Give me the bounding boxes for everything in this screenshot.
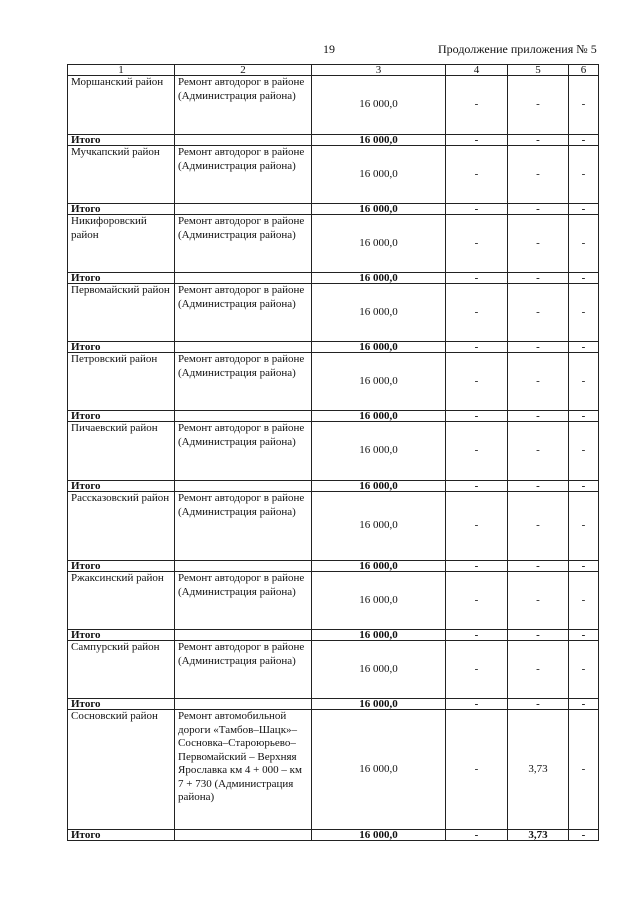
district-name: Сампурский район xyxy=(68,641,175,699)
col5-cell: - xyxy=(508,76,569,135)
total-col5: - xyxy=(508,204,569,215)
total-label: Итого xyxy=(68,699,175,710)
total-amount: 16 000,0 xyxy=(312,481,446,492)
district-name: Сосновский район xyxy=(68,710,175,830)
amount-cell: 16 000,0 xyxy=(312,422,446,481)
total-col6: - xyxy=(569,830,599,841)
col4-cell: - xyxy=(446,572,508,630)
total-col4: - xyxy=(446,630,508,641)
col5-cell: - xyxy=(508,422,569,481)
amount-cell: 16 000,0 xyxy=(312,215,446,273)
total-empty xyxy=(175,411,312,422)
total-amount: 16 000,0 xyxy=(312,135,446,146)
total-empty xyxy=(175,561,312,572)
total-row xyxy=(68,630,599,641)
total-row xyxy=(68,699,599,710)
column-header: 1 xyxy=(68,65,175,76)
col6-cell: - xyxy=(569,492,599,561)
total-amount: 16 000,0 xyxy=(312,273,446,284)
col6-cell: - xyxy=(569,146,599,204)
allocation-table xyxy=(67,64,599,841)
district-name: Мучкапский район xyxy=(68,146,175,204)
col4-cell: - xyxy=(446,353,508,411)
total-empty xyxy=(175,273,312,284)
total-col6: - xyxy=(569,273,599,284)
table-body xyxy=(68,65,599,841)
work-description: Ремонт автодорог в районе (Администрация района) xyxy=(175,215,312,273)
total-col5: - xyxy=(508,411,569,422)
total-row xyxy=(68,342,599,353)
total-row xyxy=(68,273,599,284)
work-description: Ремонт автомобильной дороги «Тамбов–Шацк»–Сосновка–Староюрьево–Первомайский – Верхняя Ярославка км 4 + 000 – км 7 + 730 (Администрация района) xyxy=(175,710,312,830)
total-amount: 16 000,0 xyxy=(312,342,446,353)
district-row xyxy=(68,76,599,135)
total-col6: - xyxy=(569,561,599,572)
total-label: Итого xyxy=(68,481,175,492)
work-description: Ремонт автодорог в районе (Администрация района) xyxy=(175,353,312,411)
amount-cell: 16 000,0 xyxy=(312,76,446,135)
amount-cell: 16 000,0 xyxy=(312,284,446,342)
col6-cell: - xyxy=(569,353,599,411)
total-col6: - xyxy=(569,481,599,492)
total-row xyxy=(68,204,599,215)
district-name: Ржаксинский район xyxy=(68,572,175,630)
total-label: Итого xyxy=(68,273,175,284)
total-row xyxy=(68,135,599,146)
col4-cell: - xyxy=(446,215,508,273)
total-label: Итого xyxy=(68,204,175,215)
total-col4: - xyxy=(446,699,508,710)
col6-cell: - xyxy=(569,572,599,630)
district-row xyxy=(68,572,599,630)
total-amount: 16 000,0 xyxy=(312,204,446,215)
total-empty xyxy=(175,342,312,353)
total-label: Итого xyxy=(68,630,175,641)
col5-cell: - xyxy=(508,572,569,630)
total-row xyxy=(68,411,599,422)
total-col5: 3,73 xyxy=(508,830,569,841)
district-name: Рассказовский район xyxy=(68,492,175,561)
total-col6: - xyxy=(569,699,599,710)
total-col4: - xyxy=(446,830,508,841)
col5-cell: 3,73 xyxy=(508,710,569,830)
total-empty xyxy=(175,699,312,710)
total-col6: - xyxy=(569,135,599,146)
total-col5: - xyxy=(508,561,569,572)
total-col4: - xyxy=(446,411,508,422)
col6-cell: - xyxy=(569,215,599,273)
column-header: 2 xyxy=(175,65,312,76)
total-col4: - xyxy=(446,273,508,284)
amount-cell: 16 000,0 xyxy=(312,492,446,561)
column-header: 3 xyxy=(312,65,446,76)
col4-cell: - xyxy=(446,492,508,561)
col4-cell: - xyxy=(446,641,508,699)
amount-cell: 16 000,0 xyxy=(312,710,446,830)
col5-cell: - xyxy=(508,284,569,342)
column-header: 6 xyxy=(569,65,599,76)
total-label: Итого xyxy=(68,411,175,422)
total-label: Итого xyxy=(68,135,175,146)
total-label: Итого xyxy=(68,561,175,572)
amount-cell: 16 000,0 xyxy=(312,146,446,204)
col6-cell: - xyxy=(569,284,599,342)
district-row xyxy=(68,710,599,830)
total-col4: - xyxy=(446,204,508,215)
total-col6: - xyxy=(569,411,599,422)
total-col5: - xyxy=(508,481,569,492)
amount-cell: 16 000,0 xyxy=(312,572,446,630)
total-amount: 16 000,0 xyxy=(312,699,446,710)
amount-cell: 16 000,0 xyxy=(312,353,446,411)
col5-cell: - xyxy=(508,492,569,561)
district-name: Первомайский район xyxy=(68,284,175,342)
district-row xyxy=(68,146,599,204)
work-description: Ремонт автодорог в районе (Администрация района) xyxy=(175,76,312,135)
total-row xyxy=(68,830,599,841)
continuation-title: Продолжение приложения № 5 xyxy=(438,42,597,56)
total-col5: - xyxy=(508,630,569,641)
col4-cell: - xyxy=(446,284,508,342)
total-amount: 16 000,0 xyxy=(312,630,446,641)
col5-cell: - xyxy=(508,353,569,411)
district-name: Петровский район xyxy=(68,353,175,411)
total-col5: - xyxy=(508,273,569,284)
total-col5: - xyxy=(508,135,569,146)
total-empty xyxy=(175,830,312,841)
column-header: 4 xyxy=(446,65,508,76)
total-empty xyxy=(175,204,312,215)
total-empty xyxy=(175,135,312,146)
total-col6: - xyxy=(569,630,599,641)
page-number: 19 xyxy=(323,42,335,56)
total-col5: - xyxy=(508,342,569,353)
district-row xyxy=(68,492,599,561)
total-amount: 16 000,0 xyxy=(312,561,446,572)
total-col6: - xyxy=(569,342,599,353)
col5-cell: - xyxy=(508,146,569,204)
work-description: Ремонт автодорог в районе (Администрация района) xyxy=(175,284,312,342)
col4-cell: - xyxy=(446,422,508,481)
total-amount: 16 000,0 xyxy=(312,411,446,422)
district-name: Моршанский район xyxy=(68,76,175,135)
col5-cell: - xyxy=(508,215,569,273)
col4-cell: - xyxy=(446,76,508,135)
district-row xyxy=(68,215,599,273)
total-col6: - xyxy=(569,204,599,215)
total-col4: - xyxy=(446,481,508,492)
total-label: Итого xyxy=(68,830,175,841)
total-col4: - xyxy=(446,135,508,146)
total-row xyxy=(68,561,599,572)
total-empty xyxy=(175,481,312,492)
work-description: Ремонт автодорог в районе (Администрация района) xyxy=(175,492,312,561)
column-number-row xyxy=(68,65,599,76)
total-row xyxy=(68,481,599,492)
total-col5: - xyxy=(508,699,569,710)
total-col4: - xyxy=(446,342,508,353)
work-description: Ремонт автодорог в районе (Администрация района) xyxy=(175,572,312,630)
column-header: 5 xyxy=(508,65,569,76)
district-name: Пичаевский район xyxy=(68,422,175,481)
district-row xyxy=(68,422,599,481)
col6-cell: - xyxy=(569,422,599,481)
district-row xyxy=(68,641,599,699)
total-label: Итого xyxy=(68,342,175,353)
district-name: Никифоровский район xyxy=(68,215,175,273)
col4-cell: - xyxy=(446,146,508,204)
amount-cell: 16 000,0 xyxy=(312,641,446,699)
district-row xyxy=(68,353,599,411)
total-empty xyxy=(175,630,312,641)
col6-cell: - xyxy=(569,710,599,830)
district-row xyxy=(68,284,599,342)
total-col4: - xyxy=(446,561,508,572)
col5-cell: - xyxy=(508,641,569,699)
work-description: Ремонт автодорог в районе (Администрация района) xyxy=(175,422,312,481)
col6-cell: - xyxy=(569,641,599,699)
total-amount: 16 000,0 xyxy=(312,830,446,841)
col6-cell: - xyxy=(569,76,599,135)
work-description: Ремонт автодорог в районе (Администрация района) xyxy=(175,146,312,204)
col4-cell: - xyxy=(446,710,508,830)
work-description: Ремонт автодорог в районе (Администрация района) xyxy=(175,641,312,699)
